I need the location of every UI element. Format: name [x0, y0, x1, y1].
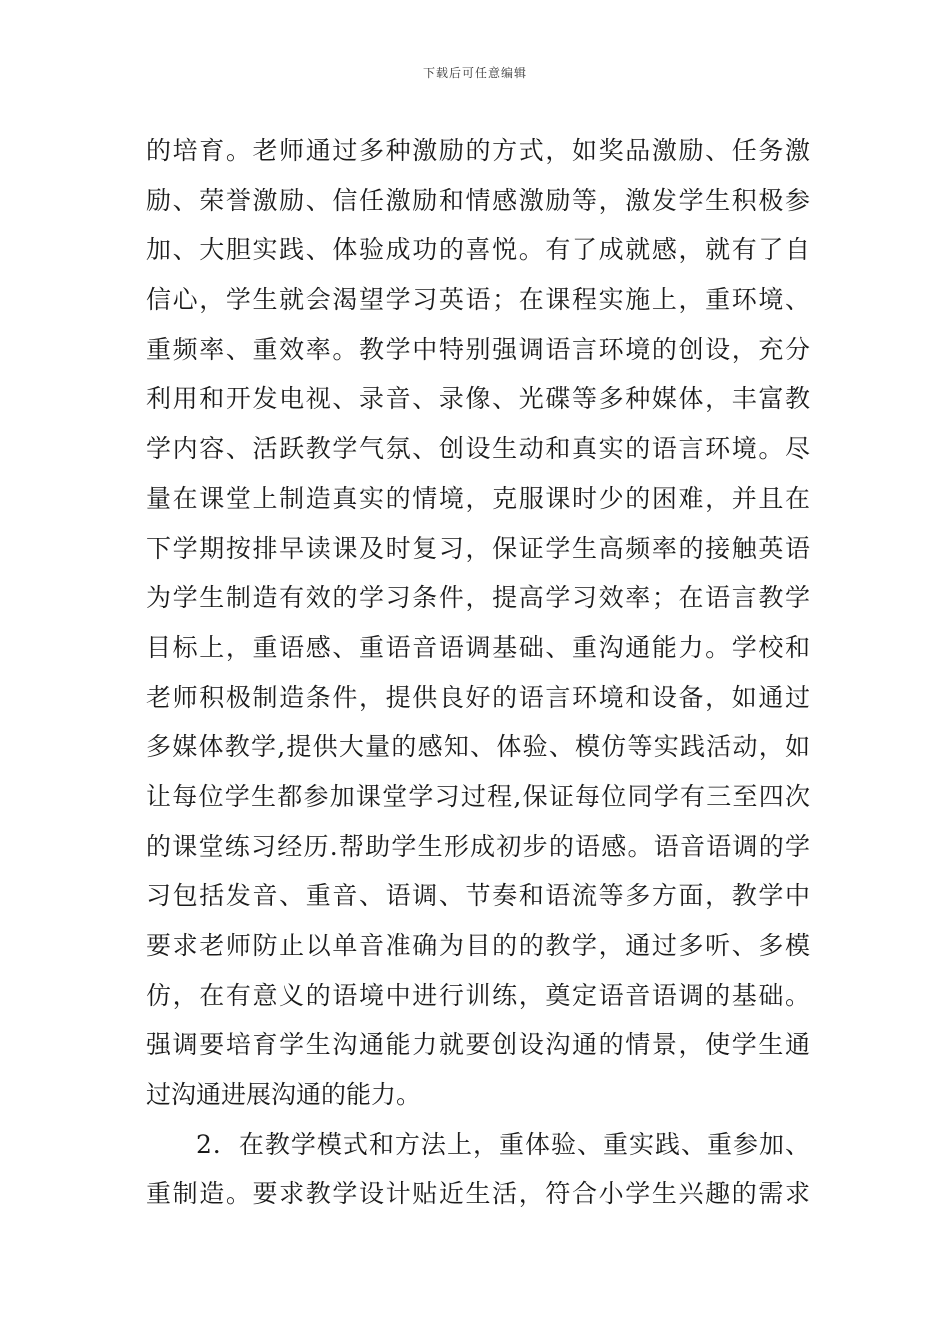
text-line: 重制造。要求教学设计贴近生活，符合小学生兴趣的需求 — [146, 1179, 810, 1209]
text-line: 学内容、活跃教学气氛、创设生动和真实的语言环境。尽 — [146, 434, 810, 464]
text-line: 励、荣誉激励、信任激励和情感激励等，激发学生积极参 — [146, 185, 810, 215]
text-line: 的课堂练习经历.帮助学生形成初步的语感。语音语调的学 — [146, 831, 810, 861]
text-line: 为学生制造有效的学习条件，提高学习效率；在语言教学 — [146, 583, 810, 613]
text-line: 老师积极制造条件，提供良好的语言环境和设备，如通过 — [146, 682, 810, 712]
text-line: 让每位学生都参加课堂学习过程,保证每位同学有三至四次 — [146, 781, 810, 811]
text-line-paragraph-end: 过沟通进展沟通的能力。 — [146, 1080, 422, 1110]
text-line: 量在课堂上制造真实的情境，克服课时少的困难，并且在 — [146, 483, 810, 513]
text-line: 多媒体教学,提供大量的感知、体验、模仿等实践活动，如 — [146, 732, 810, 762]
text-line: 信心，学生就会渴望学习英语；在课程实施上，重环境、 — [146, 285, 810, 315]
text-line: 的培育。老师通过多种激励的方式，如奖品激励、任务激 — [146, 136, 810, 165]
text-line: 下学期按排早读课及时复习，保证学生高频率的接触英语 — [146, 533, 810, 563]
text-line: 加、大胆实践、体验成功的喜悦。有了成就感，就有了自 — [146, 235, 810, 265]
text-line-numbered-paragraph: 2．在教学模式和方法上，重体验、重实践、重参加、 — [196, 1129, 810, 1159]
text-line: 利用和开发电视、录音、录像、光碟等多种媒体，丰富教 — [146, 384, 810, 414]
text-line: 强调要培育学生沟通能力就要创设沟通的情景，使学生通 — [146, 1030, 810, 1060]
text-line: 要求老师防止以单音准确为目的的教学，通过多听、多模 — [146, 931, 810, 960]
page-header: 下载后可任意编辑 — [422, 66, 527, 80]
text-line: 仿，在有意义的语境中进行训练，奠定语音语调的基础。 — [146, 980, 810, 1010]
body-text — [146, 126, 810, 1219]
text-line: 目标上，重语感、重语音语调基础、重沟通能力。学校和 — [146, 632, 810, 662]
text-line: 重频率、重效率。教学中特别强调语言环境的创设，充分 — [146, 334, 810, 364]
text-line: 习包括发音、重音、语调、节奏和语流等多方面，教学中 — [146, 881, 810, 911]
